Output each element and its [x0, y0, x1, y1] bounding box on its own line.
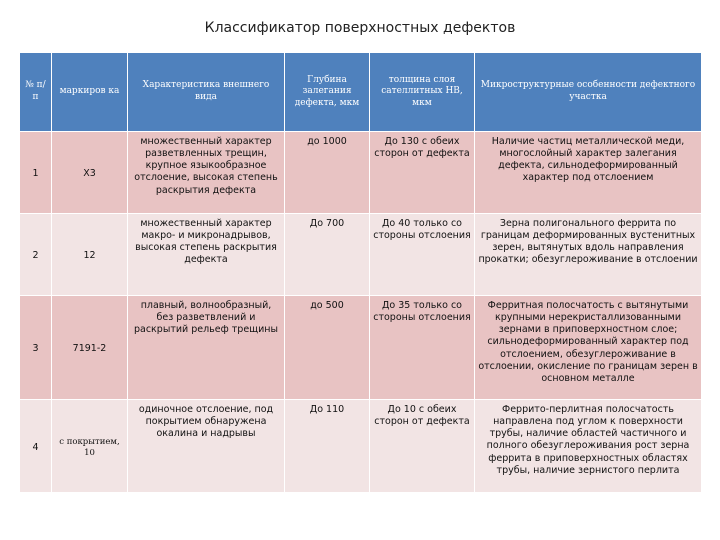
header-microstructure: Микроструктурные особенности дефектного участка: [475, 53, 702, 132]
cell-depth: до 500: [285, 296, 370, 400]
cell-mark: с покрытием, 10: [52, 400, 128, 493]
cell-mark: 12: [52, 214, 128, 296]
cell-appearance: одиночное отслоение, под покрытием обнаружена окалина и надрывы: [128, 400, 285, 493]
cell-microstructure: Зерна полигонального феррита по границам деформированных вустенитных зерен, вытянутых вдоль направления прокатки; обезуглероживание в отслоении: [475, 214, 702, 296]
cell-num: 2: [20, 214, 52, 296]
cell-thickness: До 35 только со стороны отслоения: [370, 296, 475, 400]
cell-microstructure: Феррито-перлитная полосчатость направлена под углом к поверхности трубы, наличие областей частичного и полного обезуглероживания рост зерна феррита в приповерхностных областях трубы, наличие зернистого перлита: [475, 400, 702, 493]
table-header-row: [20, 53, 702, 132]
table-row: [20, 132, 702, 214]
cell-depth: До 110: [285, 400, 370, 493]
cell-mark: 7191-2: [52, 296, 128, 400]
table-row: [20, 214, 702, 296]
defects-table: [19, 52, 702, 493]
cell-thickness: До 10 с обеих сторон от дефекта: [370, 400, 475, 493]
table-row: [20, 296, 702, 400]
header-appearance: Характеристика внешнего вида: [128, 53, 285, 132]
cell-microstructure: Наличие частиц металлической меди, многослойный характер залегания дефекта, сильнодеформированный характер под отслоением: [475, 132, 702, 214]
cell-microstructure: Ферритная полосчатость с вытянутыми крупными нерекристаллизованными зернами в приповерхностном слое; сильнодеформированный характер под отслоением, обезуглероживание в отслоении, окисление по границам зерен в основном металле: [475, 296, 702, 400]
cell-depth: До 700: [285, 214, 370, 296]
cell-num: 3: [20, 296, 52, 400]
cell-thickness: До 40 только со стороны отслоения: [370, 214, 475, 296]
cell-num: 1: [20, 132, 52, 214]
cell-appearance: плавный, волнообразный, без разветвлений и раскрытий рельеф трещины: [128, 296, 285, 400]
table-row: [20, 400, 702, 493]
header-mark: маркиров ка: [52, 53, 128, 132]
cell-num: 4: [20, 400, 52, 493]
cell-appearance: множественный характер разветвленных трещин, крупное языкообразное отслоение, высокая степень раскрытия дефекта: [128, 132, 285, 214]
cell-mark: Х3: [52, 132, 128, 214]
header-depth: Глубина залегания дефекта, мкм: [285, 53, 370, 132]
cell-depth: до 1000: [285, 132, 370, 214]
header-num: № п/п: [20, 53, 52, 132]
page-title: Классификатор поверхностных дефектов: [204, 20, 516, 36]
cell-appearance: множественный характер макро- и микронадрывов, высокая степень раскрытия дефекта: [128, 214, 285, 296]
cell-thickness: До 130 с обеих сторон от дефекта: [370, 132, 475, 214]
header-thickness: толщина слоя сателлитных НВ, мкм: [370, 53, 475, 132]
